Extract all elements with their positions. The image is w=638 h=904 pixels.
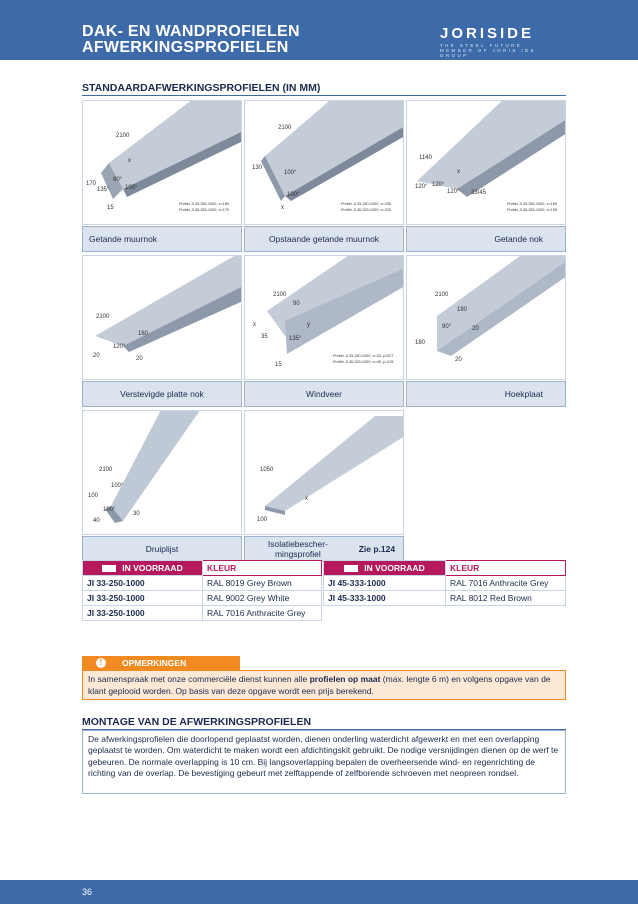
profile-drawing-getande-nok [406,100,566,225]
svg-text:2100: 2100 [278,125,292,131]
remarks-bold: profielen op maat [309,674,381,684]
caption-getande-nok: Getande nok [406,226,566,252]
profile-row-1 [82,100,566,225]
stock-color: RAL 8019 Grey Brown [203,576,322,591]
svg-text:15: 15 [107,205,114,211]
svg-text:20: 20 [472,326,479,332]
stock-code: JI 33-250-1000 [83,576,203,591]
svg-text:135°: 135° [289,336,302,342]
stock-header-right: IN VOORRAAD [324,561,446,576]
table-row [324,576,566,591]
caption-verstevigde-platte-nok: Verstevigde platte nok [82,381,242,407]
stock-code: JI 33-250-1000 [83,606,203,621]
truck-icon [344,565,358,572]
profile-drawing-verstevigde-platte-nok [82,255,242,380]
svg-text:Profiel JI 45-333-1000, x=155: Profiel JI 45-333-1000, x=155 [507,208,557,212]
profile-grid [82,100,566,565]
svg-text:2100: 2100 [273,292,287,298]
svg-text:170: 170 [86,181,97,187]
svg-text:100: 100 [88,493,99,499]
svg-text:120°: 120° [447,189,460,195]
logo-tagline: THE STEEL FUTURE · MEMBER OF JORIS IDE GROUP [440,43,537,58]
svg-text:40: 40 [93,518,100,524]
brand-logo [440,25,554,58]
profile-drawing-getande-muurnok [82,100,242,225]
svg-text:120°: 120° [432,182,445,188]
stock-code: JI 45-333-1000 [324,576,446,591]
caption-row-2 [82,381,566,407]
truck-icon [102,565,116,572]
caption-isolatiebeschermingsprofiel [244,536,404,562]
section-rule [82,95,566,96]
profile-drawing-windveer [244,255,404,380]
caption-druiplijst: Druiplijst [82,536,242,562]
stock-code: JI 33-250-1000 [83,591,203,606]
logo-text: JORISIDE [440,25,535,42]
caption-empty [406,536,566,562]
svg-text:1050: 1050 [260,467,274,473]
header-title-line1: DAK- EN WANDPROFIELEN [82,23,300,40]
header-title-line2: AFWERKINGSPROFIELEN [82,39,289,56]
svg-text:2100: 2100 [116,133,130,139]
remarks-text: In samenspraak met onze commerciële dienst kunnen alle profielen op maat (max. lengte 6 m) en volgens opgave van de klant geplooid worden. Op basis van deze opgave wordt een prijs berekend. [82,670,566,700]
table-row [83,576,322,591]
stock-table-left [82,560,322,621]
svg-text:30: 30 [133,511,140,517]
svg-text:2100: 2100 [96,314,110,320]
svg-text:130: 130 [252,165,263,171]
stock-header-left: IN VOORRAAD [83,561,203,576]
page-number: 36 [82,887,93,897]
caption-row-1 [82,226,566,252]
svg-text:Profiel JI 33-250-1000, x=235: Profiel JI 33-250-1000, x=235 [341,202,391,206]
svg-text:100: 100 [257,517,268,523]
svg-text:Profiel JI 45-333-1000, x=45,: Profiel JI 45-333-1000, x=45, y=215 [333,360,394,364]
svg-text:90: 90 [293,301,300,307]
profile-drawing-druiplijst [82,410,242,535]
caption-iso-ref: Zie p.124 [358,544,396,554]
stock-table-right [323,560,566,606]
caption-row-3 [82,536,566,562]
caption-windveer: Windveer [244,381,404,407]
svg-text:Profiel JI 33-250-1000, x=165: Profiel JI 33-250-1000, x=165 [507,202,557,206]
svg-text:90°: 90° [442,324,452,330]
svg-text:20: 20 [455,357,462,363]
remarks-title: OPMERKINGEN [122,658,187,668]
svg-text:Profiel JI 33-250-1000, x=33,: Profiel JI 33-250-1000, x=33, y=227 [333,354,394,358]
section-title-standard: STANDAARDAFWERKINGSPROFIELEN (IN MM) [82,82,321,94]
svg-text:135°: 135° [97,187,110,193]
svg-text:180: 180 [457,307,468,313]
table-row [324,591,566,606]
profile-drawing-isolatiebeschermingsprofiel [244,410,404,535]
caption-iso-name: Isolatiebescher-mingsprofiel [267,539,328,559]
svg-text:100°: 100° [125,185,138,191]
svg-text:2100: 2100 [435,292,449,298]
caption-hoekplaat: Hoekplaat [406,381,566,407]
exclamation-icon: ! [96,658,106,668]
svg-text:33/45: 33/45 [471,190,487,196]
svg-text:120°: 120° [415,184,428,190]
svg-text:35: 35 [261,334,268,340]
color-header-right: KLEUR [446,561,566,576]
svg-text:120°: 120° [113,344,126,350]
stock-color: RAL 7016 Anthracite Grey [203,606,322,621]
stock-color: RAL 9002 Grey White [203,591,322,606]
svg-text:1140: 1140 [419,155,432,161]
svg-text:100°: 100° [103,507,116,513]
table-row [83,591,322,606]
svg-text:100°: 100° [287,192,300,198]
page-footer [0,880,638,904]
stock-color: RAL 7016 Anthracite Grey [446,576,566,591]
svg-text:x: x [281,205,284,211]
profile-drawing-hoekplaat [406,255,566,380]
svg-text:80°: 80° [113,177,123,183]
svg-text:180: 180 [415,340,426,346]
caption-getande-muurnok: Getande muurnok [82,226,242,252]
stock-color: RAL 8012 Red Brown [446,591,566,606]
remarks-header [82,656,240,670]
svg-text:180: 180 [138,331,149,337]
svg-text:x: x [305,496,308,502]
svg-text:20: 20 [93,353,100,359]
svg-text:100°: 100° [284,170,297,176]
color-header-left: KLEUR [203,561,322,576]
svg-text:15: 15 [275,362,282,368]
svg-text:Profiel JI 45-333-1000, x=225: Profiel JI 45-333-1000, x=225 [341,208,391,212]
svg-text:y: y [307,322,310,328]
section-title-montage: MONTAGE VAN DE AFWERKINGSPROFIELEN [82,716,312,728]
stock-code: JI 45-333-1000 [324,591,446,606]
svg-text:20: 20 [136,356,143,362]
svg-text:x: x [128,158,131,164]
page-header [0,0,638,60]
montage-text: De afwerkingsprofielen die doorlopend geplaatst worden, dienen onderling waterdicht afgewerkt en met een overlapping geplaatst te worden. Om waterdicht te maken wordt een afdichtingskit gebruikt. De nodige versnijdingen dienen op de werf te gebeuren. De normale overlapping is 10 cm. Bij langsoverlapping bepalen de overheersende wind- en regenrichting de richting van de overlap. De bevestiging gebeurt met zelftappende of zelfborende schroeven met neopreen rondsel. [82,730,566,794]
caption-opstaande-muurnok: Opstaande getande muurnok [244,226,404,252]
profile-drawing-opstaande-muurnok [244,100,404,225]
svg-text:100°: 100° [111,483,124,489]
table-row [83,606,322,621]
svg-text:Profiel JI 33-250-1000, x=180: Profiel JI 33-250-1000, x=180 [179,202,229,206]
svg-text:x: x [457,169,460,175]
profile-row-3 [82,410,566,535]
empty-cell [406,410,566,535]
svg-text:Profiel JI 45-333-1000, x=170: Profiel JI 45-333-1000, x=170 [179,208,229,212]
profile-row-2 [82,255,566,380]
svg-text:x: x [253,322,256,328]
svg-text:2100: 2100 [99,467,113,473]
